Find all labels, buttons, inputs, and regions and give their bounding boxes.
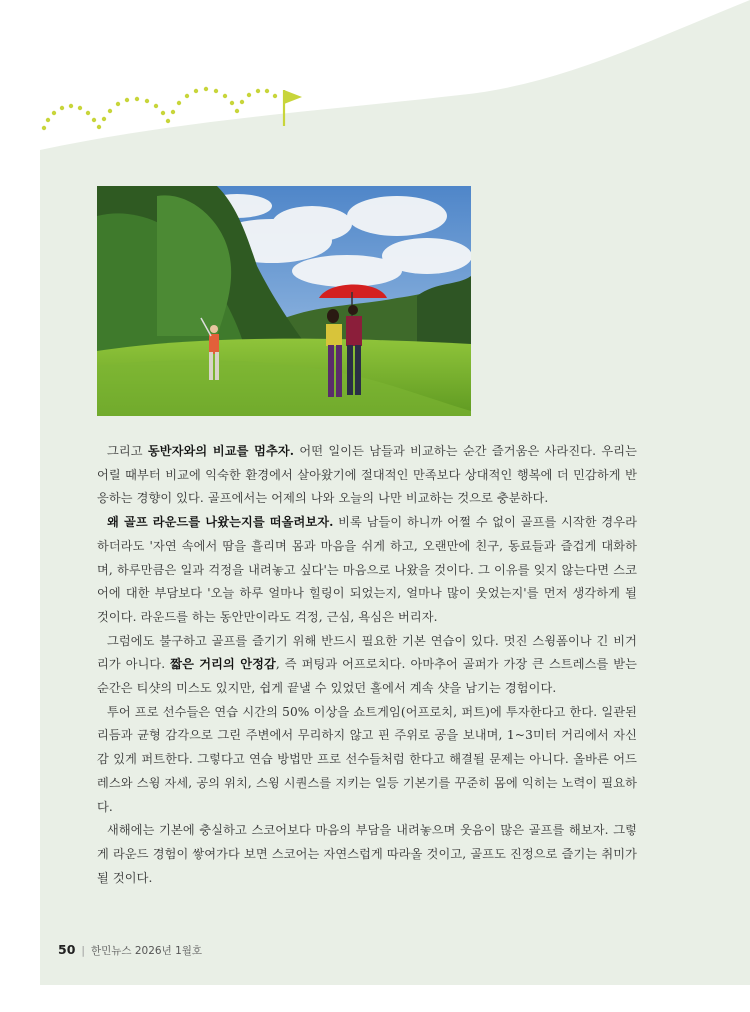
paragraph-2: 왜 골프 라운드를 나왔는지를 떠올려보자. 비록 남들이 하니까 어쩔 수 없이 골프를 시작한 경우라 하더라도 '자연 속에서 땀을 흘리며 몸과 마음을 쉬게 하고, 오랜만에 친구, 동료들과 즐겁게 대화하며, 하루만큼은 일과 걱정을 내려놓고 싶다'는 마음으로 나왔을 것이다. 그 이유를 잊지 않는다면 스코어에 대한 부담보다 '오늘 하루 얼마나 힐링이 되었는지, 얼마나 많이 웃었는지'를 먼저 생각하게 될 것이다. 라운드를 하는 동안만이라도 걱정, 근심, 욕심은 버리자. [97,515,637,624]
bold-phrase: 왜 골프 라운드를 나왔는지를 떠올려보자. [107,515,334,530]
golf-course-photo [97,186,471,416]
paragraph-4: 투어 프로 선수들은 연습 시간의 50% 이상을 쇼트게임(어프로치, 퍼트)에 투자한다고 한다. 일관된 리듬과 균형 감각으로 그린 주변에서 무리하지 않고 핀 주위로 공을 보내며, 1~3미터 거리에서 자신감 있게 퍼트한다. 그렇다고 연습 방법만 프로 선수들처럼 한다고 해결될 문제는 아니다. 올바른 어드레스와 스윙 자세, 공의 위치, 스윙 시퀀스를 지키는 일등 기본기를 꾸준히 몸에 익히는 노력이 필요하다. [97,704,637,814]
bold-phrase: 동반자와의 비교를 멈추자. [147,444,295,458]
page-footer [58,942,202,958]
bold-phrase: 짧은 거리의 안정감 [170,657,276,672]
paragraph-3: 그럼에도 불구하고 골프를 즐기기 위해 반드시 필요한 기본 연습이 있다. 멋진 스윙폼이나 긴 비거리가 아니다. 짧은 거리의 안정감, 즉 퍼팅과 어프로치다. 아마추어 골퍼가 가장 큰 스트레스를 받는 순간은 티샷의 미스도 있지만, 쉽게 끝낼 수 있었던 홀에서 계속 샷을 남기는 경험이다. [97,633,638,696]
publication-name: 한민뉴스 2026년 1월호 [90,945,203,957]
article-body [97,440,637,890]
paragraph-5: 새해에는 기본에 충실하고 스코어보다 마음의 부담을 내려놓으며 웃음이 많은 골프를 해보자. 그렇게 라운드 경험이 쌓여가다 보면 스코어는 자연스럽게 따라올 것이고, 골프도 진정으로 즐기는 취미가 될 것이다. [97,823,637,885]
page-number: 50 [58,942,76,957]
footer-separator: | [81,945,85,957]
paragraph-1: 그리고 동반자와의 비교를 멈추자. 어떤 일이든 남들과 비교하는 순간 즐거움은 사라진다. 우리는 어릴 때부터 비교에 익숙한 환경에서 살아왔기에 절대적인 만족보다 상대적인 행복에 더 민감하게 반응하는 경향이 있다. 골프에서는 어제의 나와 오늘의 나만 비교하는 것으로 충분하다. [97,444,638,506]
